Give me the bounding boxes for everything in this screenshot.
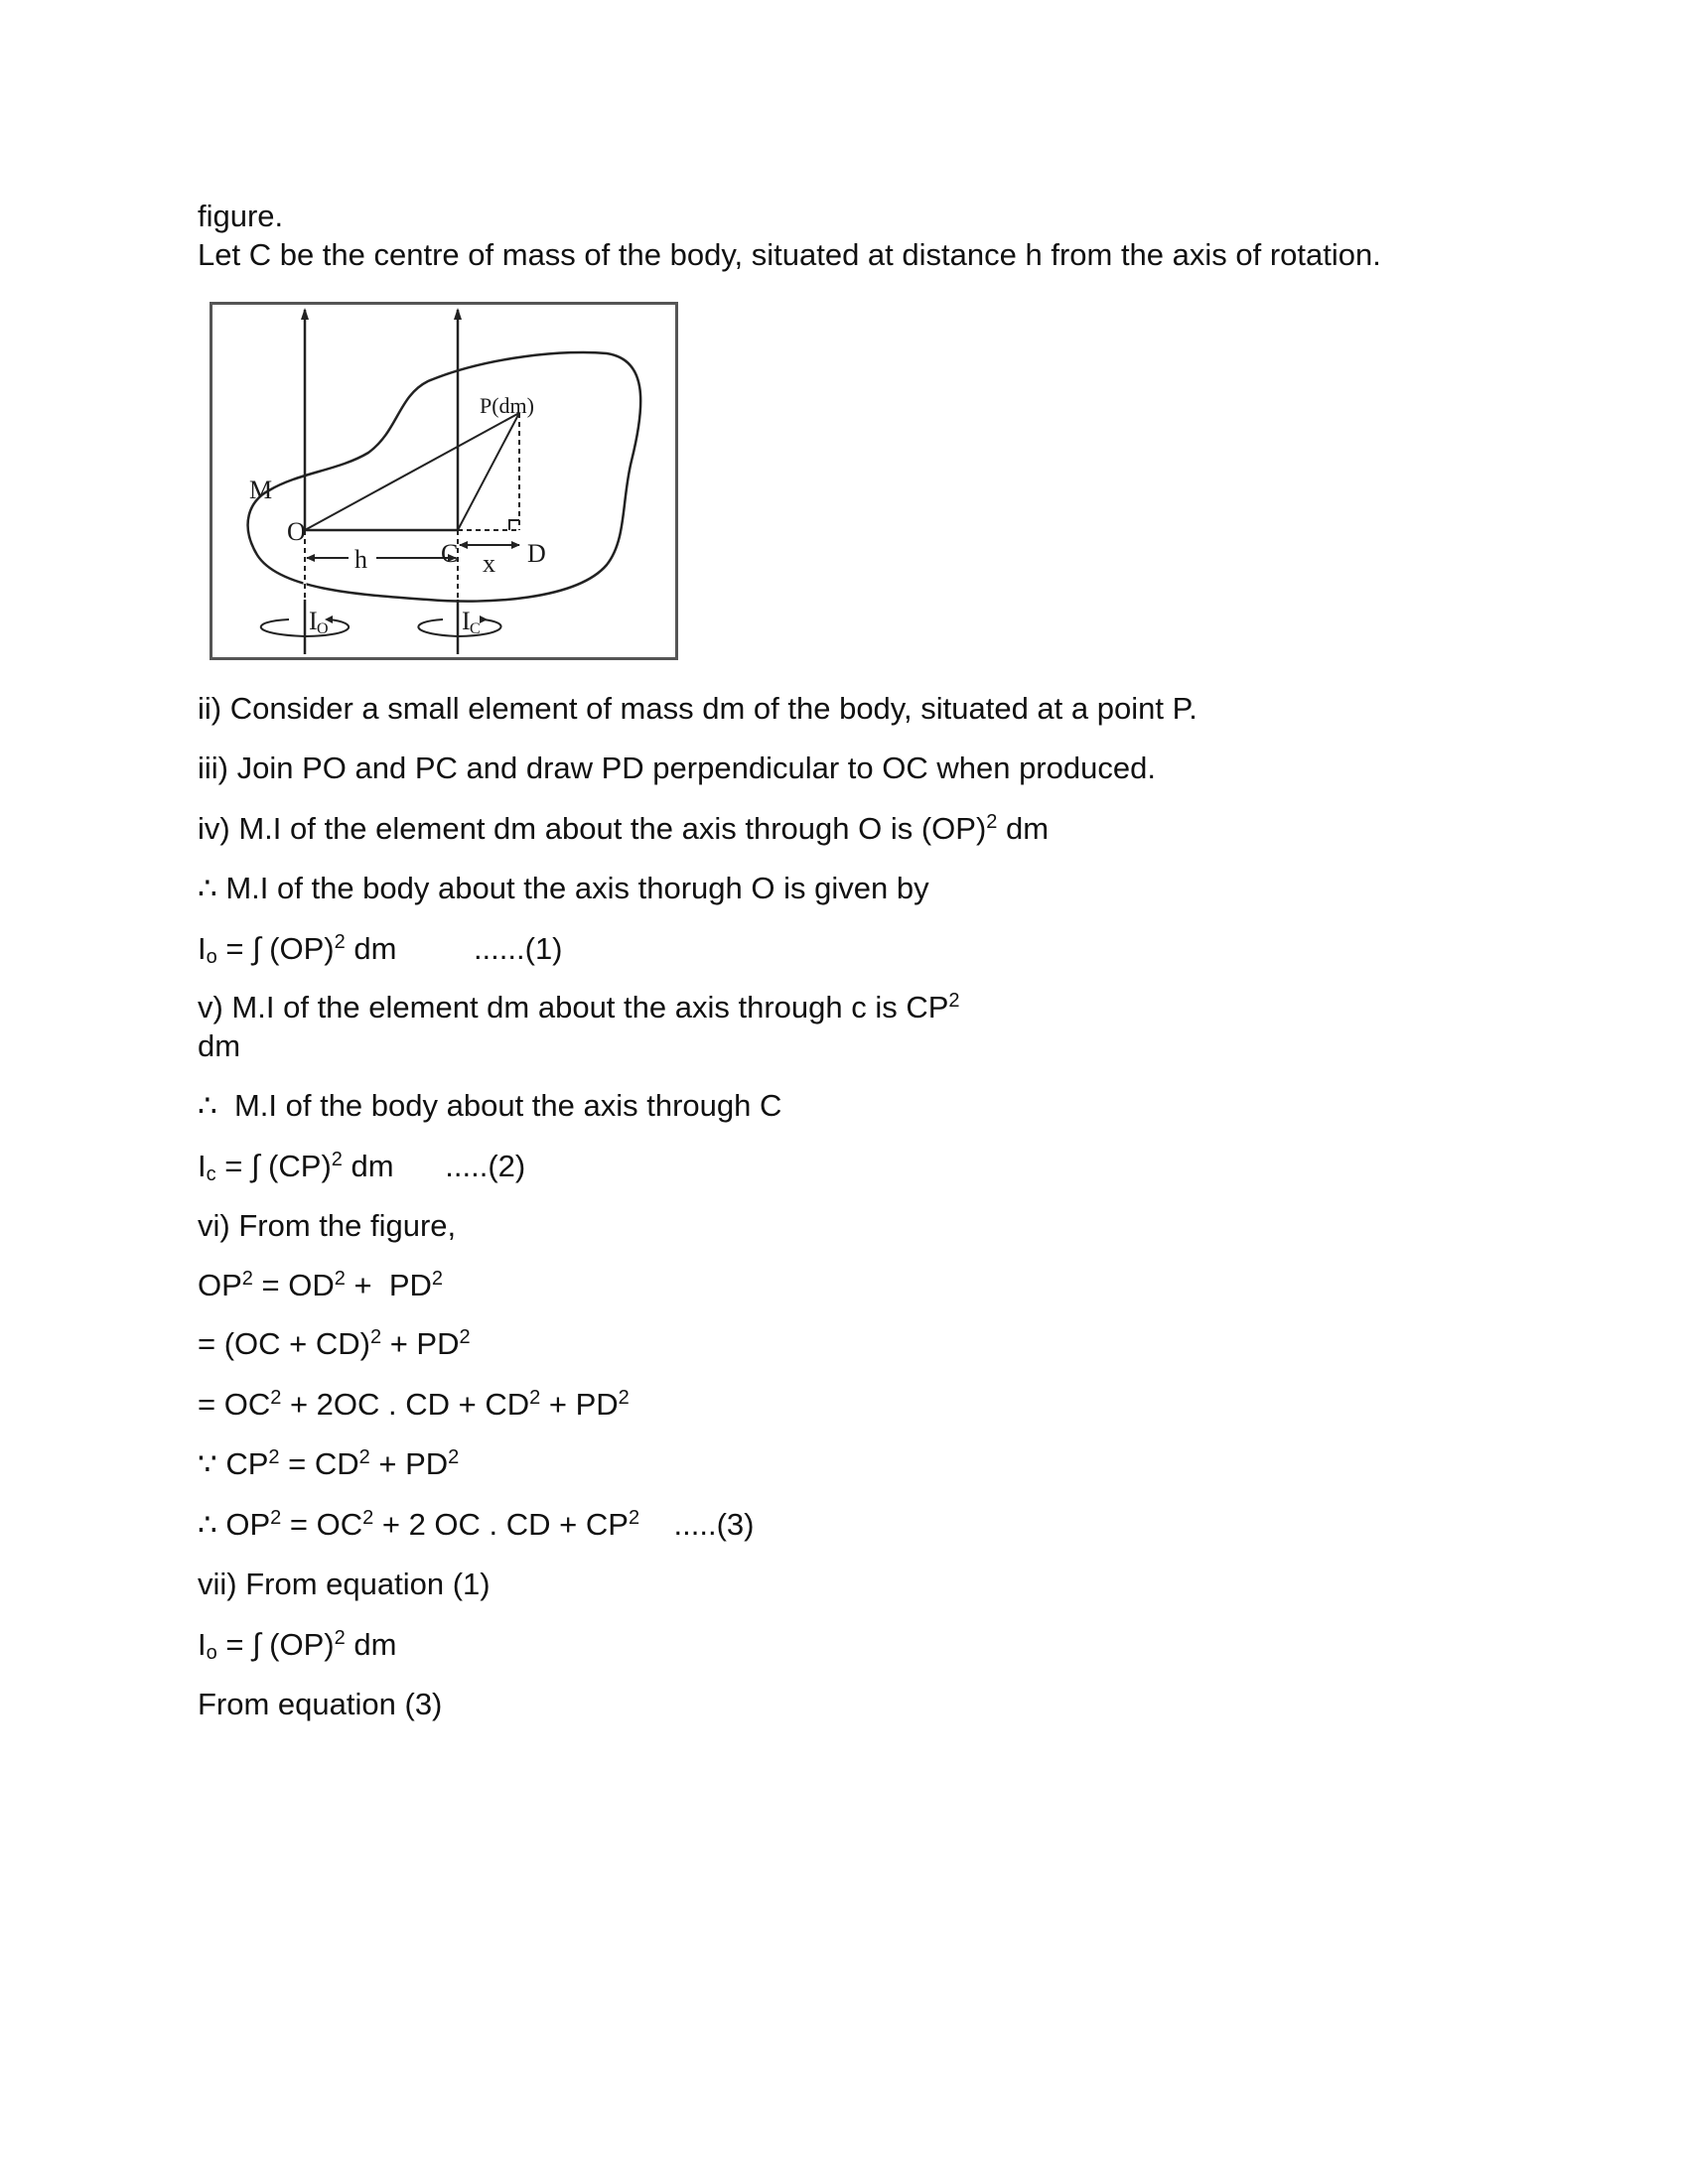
superscript: 2	[948, 990, 960, 1012]
step-v-continued: dm	[198, 1028, 241, 1063]
equation-2	[198, 1149, 525, 1184]
superscript: 2	[334, 931, 346, 953]
label-h: h	[354, 545, 367, 574]
text: ∴ OP	[198, 1507, 271, 1542]
text: I	[198, 1149, 207, 1183]
label-o: O	[287, 517, 306, 546]
superscript: 2	[270, 1387, 282, 1409]
superscript: 2	[331, 1149, 343, 1170]
text: ∵ CP	[198, 1446, 269, 1481]
therefore-line-o: ∴ M.I of the body about the axis thorugh O is given by	[198, 871, 929, 905]
superscript: 2	[986, 811, 998, 833]
text: = ∫ (OP)	[216, 931, 335, 966]
from-equation-3: From equation (3)	[198, 1687, 443, 1721]
text: + PD	[381, 1326, 460, 1361]
equation-io-repeat	[198, 1627, 396, 1663]
text: = (OC + CD)	[198, 1326, 370, 1361]
text: = CD	[279, 1446, 359, 1481]
text: iv) M.I of the element dm about the axis through O is (OP)	[198, 811, 987, 846]
superscript: 2	[334, 1268, 346, 1290]
superscript: 2	[362, 1507, 374, 1529]
equation-3	[198, 1507, 754, 1543]
label-m: M	[249, 476, 273, 504]
figure-frame	[211, 304, 677, 659]
text: .....(3)	[639, 1507, 755, 1542]
superscript: 2	[618, 1387, 630, 1409]
text: dm	[345, 1627, 397, 1662]
superscript: 2	[431, 1268, 444, 1290]
text: = OD	[252, 1268, 335, 1302]
superscript: 2	[459, 1326, 471, 1348]
equation-expand-2	[198, 1387, 630, 1423]
label-x: x	[483, 549, 495, 578]
text: OP	[198, 1268, 242, 1302]
subscript: c	[206, 1163, 216, 1185]
text: + PD	[369, 1446, 449, 1481]
text: I	[198, 931, 207, 966]
text-line-centre-of-mass: Let C be the centre of mass of the body, situated at distance h from the axis of rotation.	[198, 237, 1381, 272]
superscript: 2	[268, 1446, 280, 1468]
label-io: I	[309, 607, 318, 635]
parallel-axis-diagram	[210, 302, 678, 660]
subscript: o	[206, 946, 217, 968]
text: v) M.I of the element dm about the axis through c is CP	[198, 990, 949, 1024]
superscript: 2	[529, 1387, 541, 1409]
superscript: 2	[358, 1446, 370, 1468]
text: dm	[997, 811, 1050, 846]
label-d: D	[527, 539, 546, 568]
step-vi: vi) From the figure,	[198, 1208, 457, 1243]
step-vii: vii) From equation (1)	[198, 1567, 491, 1601]
step-iv	[198, 811, 1049, 847]
text: + PD	[540, 1387, 619, 1422]
text: = ∫ (OP)	[216, 1627, 335, 1662]
step-iii: iii) Join PO and PC and draw PD perpendicular to OC when produced.	[198, 751, 1156, 785]
equation-because	[198, 1446, 459, 1482]
step-v	[198, 990, 960, 1025]
text: dm .....(2)	[342, 1149, 526, 1183]
label-ic-sub: C	[470, 620, 481, 637]
text: = OC	[281, 1507, 363, 1542]
equation-1	[198, 931, 563, 967]
equation-op-squared	[198, 1268, 443, 1303]
equation-expand-1	[198, 1326, 471, 1362]
label-io-sub: O	[317, 620, 329, 637]
step-ii: ii) Consider a small element of mass dm of the body, situated at a point P.	[198, 691, 1197, 726]
label-c: C	[441, 539, 459, 568]
text: + PD	[345, 1268, 432, 1302]
text: = ∫ (CP)	[215, 1149, 332, 1183]
label-ic: I	[462, 607, 471, 635]
text: dm ......(1)	[345, 931, 563, 966]
subscript: o	[206, 1642, 217, 1664]
text: = OC	[198, 1387, 271, 1422]
superscript: 2	[448, 1446, 460, 1468]
label-p: P(dm)	[480, 393, 534, 418]
text-line-figure: figure.	[198, 199, 284, 233]
superscript: 2	[369, 1326, 382, 1348]
superscript: 2	[628, 1507, 640, 1529]
text: + 2OC . CD + CD	[281, 1387, 530, 1422]
superscript: 2	[241, 1268, 253, 1290]
therefore-line-c: ∴ M.I of the body about the axis through C	[198, 1088, 782, 1123]
text: I	[198, 1627, 207, 1662]
superscript: 2	[334, 1627, 346, 1649]
text: + 2 OC . CD + CP	[373, 1507, 629, 1542]
superscript: 2	[270, 1507, 282, 1529]
